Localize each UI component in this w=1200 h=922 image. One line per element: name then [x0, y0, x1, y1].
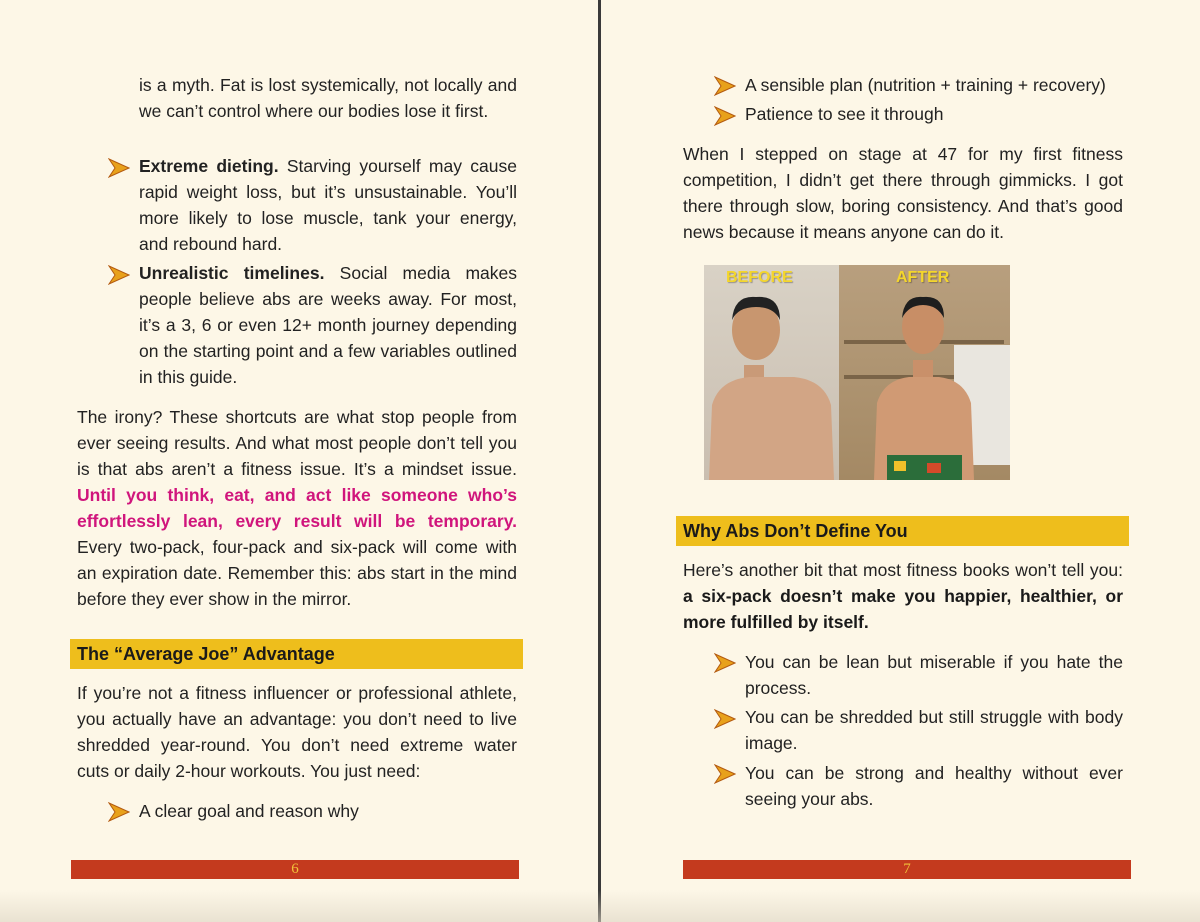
- section-title-average-joe: The “Average Joe” Advantage: [70, 639, 523, 669]
- after-person-figure: [839, 285, 1010, 480]
- page-bottom-shadow: [0, 890, 1200, 922]
- page-footer-left: [71, 860, 519, 879]
- irony-paragraph: [77, 404, 517, 612]
- arrow-bullet-icon: [714, 105, 736, 127]
- arrow-bullet-icon: [714, 75, 736, 97]
- arrow-bullet-icon: [108, 801, 130, 823]
- arrow-bullet-icon: [108, 264, 130, 286]
- arrow-bullet-icon: [714, 763, 736, 785]
- bullet-lean-miserable: You can be lean but miserable if you hate the process.: [745, 652, 1123, 698]
- left-intro-paragraph: is a myth. Fat is lost systemically, not locally and we can’t control where our bodies lose it first.: [139, 75, 517, 121]
- irony-post-text: Every two-pack, four-pack and six-pack will come with an expiration date. Remember this: abs start in the mind before they ever show in the mirror.: [77, 537, 517, 609]
- bullet-sensible-plan: A sensible plan (nutrition + training + recovery): [745, 75, 1106, 95]
- irony-text: The irony? These shortcuts are what stop people from ever seeing results. And what most people don’t tell you is that abs aren’t a fitness issue. It’s a mindset issue.: [77, 407, 517, 479]
- bullet-text: Social media makes people believe abs are weeks away. For most, it’s a 3, 6 or even 12+ month journey depending on the starting point and a few variables outlined in this guide.: [139, 263, 517, 387]
- bullet-bold-label: Unrealistic timelines.: [139, 263, 325, 283]
- bullet-bold-label: Extreme dieting.: [139, 156, 279, 176]
- right-page: [601, 0, 1200, 922]
- define-text: Here’s another bit that most fitness books won’t tell you:: [683, 560, 1123, 580]
- arrow-bullet-icon: [714, 652, 736, 674]
- define-bold-text: a six-pack doesn’t make you happier, healthier, or more fulfilled by itself.: [683, 586, 1123, 632]
- page-footer-right: [683, 860, 1131, 879]
- before-person-figure: [704, 285, 839, 480]
- before-after-photo: [704, 265, 1010, 480]
- page-number: 6: [291, 861, 299, 877]
- section-title-why-abs: Why Abs Don’t Define You: [676, 516, 1129, 546]
- stage-paragraph: When I stepped on stage at 47 for my first fitness competition, I didn’t get there through gimmicks. I got there through slow, boring consistency. And that’s good news because it means anyone can do it.: [683, 144, 1123, 242]
- advantage-paragraph: If you’re not a fitness influencer or professional athlete, you actually have an advantage: you don’t need to live shredded year-round. You don’t need extreme water cuts or daily 2-hour workouts. You just need:: [77, 683, 517, 781]
- arrow-bullet-icon: [108, 157, 130, 179]
- bullet-extreme-dieting: [139, 153, 517, 257]
- bullet-unrealistic-timelines: [139, 260, 517, 390]
- photo-before-label: BEFORE: [726, 269, 793, 286]
- page-number: 7: [903, 861, 911, 877]
- highlight-text: Until you think, eat, and act like someone who’s effortlessly lean, every result will be temporary.: [77, 485, 517, 531]
- bullet-shredded-struggle: You can be shredded but still struggle with body image.: [745, 707, 1123, 753]
- define-paragraph: [683, 557, 1123, 635]
- arrow-bullet-icon: [714, 708, 736, 730]
- bullet-clear-goal: A clear goal and reason why: [139, 801, 359, 821]
- bullet-text: Starving yourself may cause rapid weight loss, but it’s unsustainable. You’ll more likely to lose muscle, tank your energy, and rebound hard.: [139, 156, 517, 254]
- left-page: [0, 0, 598, 922]
- bullet-patience: Patience to see it through: [745, 104, 944, 124]
- bullet-strong-healthy: You can be strong and healthy without ever seeing your abs.: [745, 763, 1123, 809]
- photo-after-label: AFTER: [896, 269, 950, 286]
